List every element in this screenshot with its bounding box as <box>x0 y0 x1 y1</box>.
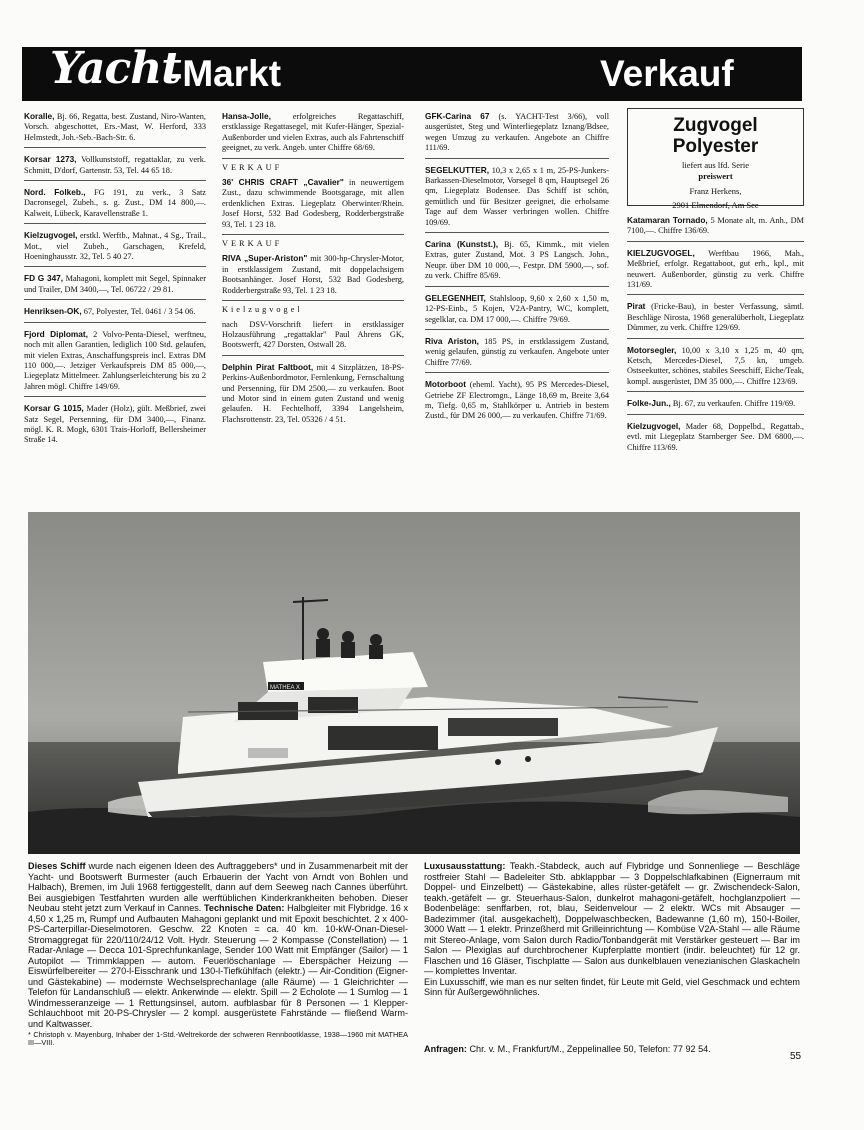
box-ad-title-2: Polyester <box>672 136 759 157</box>
ad-title: Nord. Folkeb., <box>24 187 86 198</box>
ad-section-heading: VERKAUF <box>222 162 283 172</box>
ad-body: Vollkunststoff, regattaklar, zu verk. Schmitt, D'dorf, Gartenstr. 53, Tel. 44 65 18. <box>24 155 206 175</box>
classified-ad <box>24 184 206 224</box>
ad-title: Carina (Kunstst.), <box>425 239 499 250</box>
classified-ad <box>425 236 609 287</box>
yacht-logo: Yacht <box>50 43 181 94</box>
classified-ad <box>24 151 206 181</box>
caption-lead: Dieses Schiff <box>28 861 86 871</box>
classified-ad <box>627 395 804 414</box>
ad-section-heading: VERKAUF <box>222 239 283 249</box>
ads-column-2 <box>222 108 404 432</box>
ad-body: Bj. 65, Kimmk., mit vielen Extras, guter Zustand, Mot. 3 PS Langsch. John., Neupr. über DM 10 000,—, Festpr. DM 5900,—, sof. zu verk. Chiffre 85/69. <box>425 240 609 281</box>
classified-ad <box>425 333 609 373</box>
ad-body: 67, Polyester, Tel. 0461 / 3 54 06. <box>83 307 196 317</box>
page-header <box>22 43 802 101</box>
inquiries <box>424 1044 800 1055</box>
ad-title: FD G 347, <box>24 273 64 284</box>
classified-ad <box>627 298 804 338</box>
classified-ad <box>24 326 206 397</box>
classified-ad <box>425 162 609 233</box>
ad-title: RIVA „Super-Ariston" <box>222 253 308 264</box>
ad-body: 10,00 x 3,10 x 1,25 m, 40 qm, Ketsch, Mercedes-Diesel, 7,5 kn, umgeb. Ostseekutter, schönes, stabiles Seeschiff, Eiche/Teak, kompl. ausgerüstet, DM 35 000,—. Chiffre 123/69. <box>627 345 805 386</box>
ad-body: (eheml. Yacht), 95 PS Mercedes-Diesel, Getriebe ZF Electromgn., Länge 18,69 m, Breite 3,64 m, Tiefg. 0,65 m, Stahlkörper u. Antrieb in bestem Zustd., für DM 26 000,— zu verkaufen. Chiffre 71/69. <box>425 380 609 421</box>
ad-body: Stahlsloop, 9,60 x 2,60 x 1,50 m, 12-PS-Einb., 5 Kojen, V2A-Pantry, WC, komplett, segelklar, ca. DM 17 000,—. Chiffre 79/69. <box>425 293 609 324</box>
classified-ad <box>627 212 804 242</box>
ad-body: 5 Monate alt, m. Anh., DM 7100,—. Chiffre 136/69. <box>627 216 805 236</box>
markt-title: -Markt <box>170 53 282 94</box>
section-title: Verkauf <box>600 53 734 94</box>
ad-title: Fjord Diplomat, <box>24 328 88 339</box>
ad-body: Bj. 67, zu verkaufen. Chiffre 119/69. <box>672 399 796 409</box>
classified-ad <box>222 174 404 235</box>
ad-body: erstkl. Werftb., Mahnat., 4 Sg., Trail., Mot., viel Zubeh., Garschagen, Krefeld, Hoeninghausstr. 32, Tel. 5 40 27. <box>24 231 206 262</box>
classified-ad <box>222 250 404 301</box>
ad-body: Werftbau 1966, Mah., Meßbrief, erfolgr. Regattaboot, gut erh., kpl., mit neuwert. Außenborder, günstig zu verk. Chiffre 131/69. <box>627 248 804 290</box>
caption-right <box>424 861 800 998</box>
classified-ad <box>425 108 609 159</box>
ad-title: KIELZUGVOGEL, <box>627 247 695 258</box>
ad-title: Henriksen-OK, <box>24 306 82 317</box>
ad-body: nach DSV-Vorschrift liefert in erstklassiger Holzausführung „regattaklar" Paul Ahrens GK, Bootswerft, 427 Dorsten, Ostwall 28. <box>222 319 404 350</box>
ad-body: Mader (Holz), gült. Meßbrief, zwei Satz Segel, Persenning, für DM 3400,—, Finanz. mögl. K. R. Mogk, 6301 Trais-Horloff, Bellersheimer Straße 14. <box>24 404 206 445</box>
ad-body: erfolgreiches Regattaschiff, erstklassige Regattasegel, mit Kufer-Hänger, Spezial-Außenborder und vielen Extras, auch als Fahrtenschiff geeignet, zu verk. Angeb. unter Chiffre 68/69. <box>222 112 404 153</box>
box-ad-line: preiswert <box>698 171 733 181</box>
classified-ad <box>24 108 206 148</box>
ad-title: Kielzugvogel, <box>627 420 681 431</box>
footnote: * Christoph v. Mayenburg, Inhaber der 1-Std.-Weltrekorde der schweren Rennbootklasse, 1938—1960 mit MATHEA III—VIII. <box>28 1030 408 1048</box>
page-number: 55 <box>790 1051 802 1062</box>
ad-body: in neuwertigem Zust., dazu schwimmende Bootsgarage, mit allen erdenklichen Extras. Liegeplatz Oberwinter/Rhein. Josef Horst, 532 Bad Godesberg, Rodderbergstraße 93, Tel. 1 23 18. <box>222 178 405 229</box>
col4-ads <box>627 212 804 457</box>
ad-title: Motorsegler, <box>627 344 677 355</box>
caption-closing: Ein Luxusschiff, wie man es nur selten findet, für Leute mit Geld, viel Geschmack und echtem Sinn für Außergewöhnliches. <box>424 976 800 997</box>
classified-ad <box>425 290 609 330</box>
caption-intro: wurde nach eigenen Ideen des Auftraggebers* und in Zusammenarbeit mit der Yacht- und Bootswerft Burmester (auch Erbauerin der Yacht von Arndt von Bohlen und Halbach), Bremen, im Juli 1968 fertiggestellt, dann auf dem Seeweg nach Cannes überführt. Bei ausgiebigen Testfahrten wurden alle werftüblichen Kinderkrankheiten behoben. Dieser Neubau steht jetzt zum Verkauf in Cannes. <box>28 861 408 913</box>
ad-section-heading: Kielzugvogel <box>222 305 303 315</box>
caption-left <box>28 861 408 1048</box>
yacht-photo <box>28 512 800 854</box>
classified-ad <box>627 245 804 296</box>
tech-data: Halbgleiter mit Flybridge. 16 x 4,50 x 1,25 m, Rumpf und Aufbauten Mahagoni geplankt und mit Epoxit beschichtet. 2 x 400-PS-Carterpillar-Dieselmotoren. Geschw. 22 Knoten = ca. 40 km. 10-kW-Onan-Diesel-Stromaggregat für 220/110/24/12 Volt. Hydr. Steuerung — 2 Kompasse (Constellation) — 1 Radar-Anlage — Decca 101-Sprechfunkanlage, Sender 100 Watt mit Empfänger (Sailor) — 1 Autopilot — Trimmklappen — autom. Feuerlöschanlage — Eberspächer Heizung — Eiswürfelbereiter — 270-l-Eisschrank und 130-l-Tiefkühlfach (elektr.) — Air-Condition (Eigner- und Gästekabine) — modernste Wechselsprechanlage (alle Räume) — 1 Gleichrichter — Telefon für Landanschluß — elektr. Ankerwinde — elektr. Spill — 2 Echolote — 1 Sumlog — 1 Windmesseranzeige — 1 Rettungsinsel, autom. aufblasbar für 8 Personen — 1 Klepper-Schlauchboot mit 20-PS-Chrysler — 2 kompl. ausgerüstete Fahrstände — fließend Warm- und Kaltwasser. <box>28 903 408 1029</box>
ad-title: Kielzugvogel, <box>24 230 78 241</box>
ads-column-3 <box>425 108 609 429</box>
ad-title: SEGELKUTTER, <box>425 164 490 175</box>
tech-label: Technische Daten: <box>204 903 285 913</box>
classified-ad <box>24 303 206 322</box>
ad-body: Mader 68, Doppelbd., Regattab., evtl. mit Liegeplatz Starnberger See. DM 6800,—. Chiffre 113/69. <box>627 421 804 452</box>
box-ad-line: Franz Herkens, <box>689 186 742 197</box>
classified-ad <box>222 359 404 429</box>
classified-ad <box>425 376 609 426</box>
ad-title: Riva Ariston, <box>425 335 479 346</box>
ad-body: (s. YACHT-Test 3/66), voll ausgerüstet, Steg und Winterliegeplatz Iznang/Bdsee, wegen Umzug zu verkaufen. Angebote an Chiffre 111/69. <box>425 112 610 153</box>
ad-title: Koralle, <box>24 111 55 121</box>
classified-ad <box>24 400 206 450</box>
classified-ad <box>24 227 206 267</box>
ad-title: 36' CHRIS CRAFT „Cavalier" <box>222 177 344 188</box>
ad-body: Bj. 66, Regatta, best. Zustand, Niro-Wanten, Vorsch. abgeschottet, Ers.-Mast, W. Herford, 333 Helmstedt, Joh.-Seb.-Bach-Str. 6. <box>24 112 206 142</box>
classified-ad <box>222 317 404 356</box>
ad-title: Delphin Pirat Faltboot, <box>222 361 314 372</box>
motor-yacht-illustration <box>28 512 800 854</box>
inquiries-label: Anfragen: <box>424 1044 467 1054</box>
lux-label: Luxusausstattung: <box>424 861 506 871</box>
ad-title: Pirat <box>627 301 646 312</box>
ad-title: Hansa-Jolle, <box>222 111 271 121</box>
ad-title: Katamaran Tornado, <box>627 215 708 225</box>
classified-ad <box>627 342 804 393</box>
ad-body: mit 4 Sitzplätzen, 18-PS-Perkins-Außenbordmotor, Fernlenkung, Fernschaltung und Persenning, für DM 2500,— zu verkaufen. Boot und Motor sind in einem guten Zustand und wenig gelaufen. H. Fechtelhoff, 3394 Langelsheim, Flachsrottenstr. 23, Tel. 05326 / 4 51. <box>222 362 404 424</box>
ads-column-1 <box>24 108 206 453</box>
lux-data: Teakh.-Stabdeck, auch auf Flybridge und Sonnenliege — Beschläge rostfreier Stahl — Badeleiter Stb. abklappbar — 3 Doppelschlafkabinen (Eignerraum mit Doppel- und Einzelbett) — Gästekabine, alles rüster-getäfelt — gr. Zwischendeck-Salon, teakh.-getäfelt — gr. Steuerhaus-Salon, dunkelrot mahagoni-getäfelt, hochglanzpoliert — Bodenbeläge: senffarben, rot, blau, Seidenvelour — 2 elektr. WCs mit Absauger — Badezimmer (ital. ausgekachelt), Doppelwaschbecken, Badewanne (1,60 m), 150-l-Boiler, 3000 Watt — 1 elektr. Prinzeßherd mit Grilleinrichtung — Kombüse V2A-Stahl — alle Räume mit Stereo-Anlage, vom Salon durch Radio/Tonbandgerät mit Verstärker gesteuert — Bar im Salon — Plexiglas auf durchbrochener Kupferplatte montiert (indir. beleuchtet) für 12 gr. Flaschen und 16 Gläser, Tischplatte — Salon aus dunkelblauen venezianischen Glaskacheln — komplettes Inventar. <box>424 861 800 976</box>
ad-title: GFK-Carina 67 <box>425 111 490 121</box>
boat-name: MATHEA X <box>270 685 300 691</box>
ad-body: FG 191, zu verk., 3 Satz Dacronsegel, Zubeh., s. g. Zust., DM 14 800,—. Kalweit, Lübeck, Karavellenstraße 1. <box>24 188 206 218</box>
ad-title: GELEGENHEIT, <box>425 292 486 303</box>
ad-title: Korsar G 1015, <box>24 403 84 414</box>
ad-body: 2 Volvo-Penta-Diesel, werftneu, noch mit allen Garantien, lediglich 100 Std. gelaufen, mit vielen Extras, Anschaffungspreis incl. Extras DM 110 000,—. Jetziger Verkaufspreis DM 85 000,—, Liegeplatz Mittelmeer. Zahlungserleichterung bis zu 2 Jahren mögl. Chiffre 149/69. <box>24 329 207 391</box>
box-ad-line: liefert aus lfd. Serie <box>681 160 750 170</box>
ad-title: Folke-Jun., <box>627 398 671 409</box>
box-ad-line: 2901 Elmendorf, Am See <box>672 200 759 211</box>
ad-body: 10,3 x 2,65 x 1 m, 25-PS-Junkers-Barkassen-Dieselmotor, Vorsegel 8 qm, Hauptsegel 26 qm, Liegeplatz Bodensee. Das Schiff ist schön, gemütlich und für Besitzer geeignet, die erholsame Tage auf dem Wasser verbringen wollen. Chiffre 109/69. <box>425 165 610 227</box>
ad-title: Korsar 1273, <box>24 154 77 165</box>
ads-column-4 <box>627 108 804 460</box>
classified-ad <box>222 108 404 159</box>
ad-body: Mahagoni, komplett mit Segel, Spinnaker und Trailer, DM 3400,—, Tel. 06722 / 29 81. <box>24 274 206 294</box>
ad-body: (Fricke-Bau), in bester Verfassung, sämtl. Beschläge Nirosta, 1968 generalüberholt, Liegeplatz Dümmer, zu verk. Chiffre 129/69. <box>627 302 804 333</box>
box-ad-title: Zugvogel <box>673 115 758 136</box>
ad-title: Motorboot <box>425 379 467 390</box>
classified-ad <box>627 418 804 457</box>
inquiries-contact: Chr. v. M., Frankfurt/M., Zeppelinallee 50, Telefon: 77 92 54. <box>469 1044 711 1054</box>
classified-ad <box>24 270 206 300</box>
ad-body: mit 300-hp-Chrysler-Motor, in erstklassigem Zustand, mit doppelachsigem Bootsanhänger. Josef Horst, 532 Bad Godesberg, Rodderbergstraße 93, Tel. 1 23 18. <box>222 254 404 295</box>
ad-body: 185 PS, in erstklassigem Zustand, wenig gelaufen, günstig zu verkaufen. Angebote unter Chiffre 77/69. <box>425 336 609 367</box>
zugvogel-box-ad <box>627 108 804 211</box>
